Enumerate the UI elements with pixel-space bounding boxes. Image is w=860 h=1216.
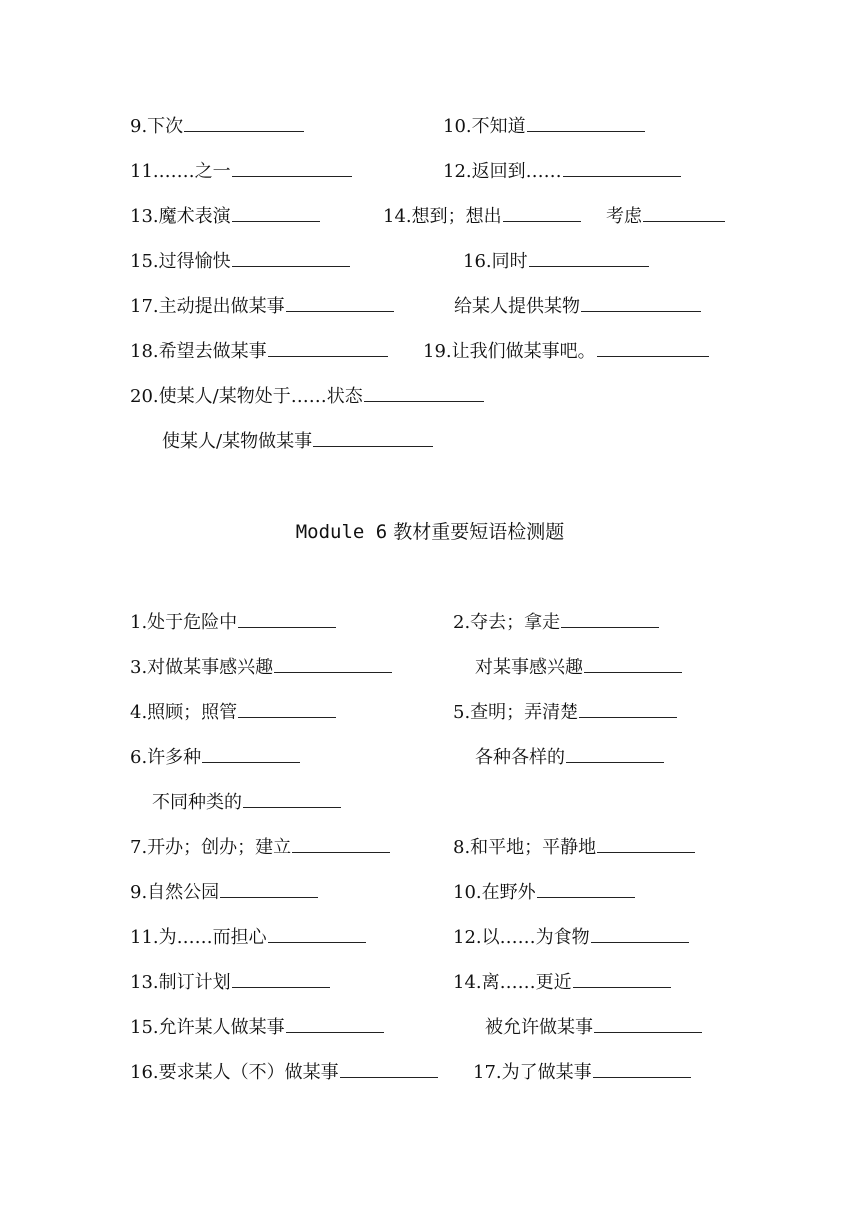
answer-blank[interactable]: [581, 296, 701, 312]
answer-blank[interactable]: [593, 1062, 691, 1078]
phrase-item: [130, 206, 320, 228]
phrase-item: [130, 341, 388, 363]
phrase-label: 11.为……而担心: [130, 927, 267, 948]
answer-blank[interactable]: [232, 972, 330, 988]
phrase-item: [473, 1062, 691, 1084]
phrase-label: 13.制订计划: [130, 972, 231, 993]
phrase-label: 19.让我们做某事吧。: [423, 341, 596, 362]
answer-blank[interactable]: [584, 657, 682, 673]
phrase-item: [130, 296, 394, 318]
phrase-item: [130, 747, 300, 769]
phrase-label: 对某事感兴趣: [475, 657, 583, 678]
phrase-label: 11.……之一: [130, 161, 231, 182]
answer-blank[interactable]: [238, 702, 336, 718]
phrase-item: [475, 747, 664, 769]
title-subject: 教材重要短语检测题: [393, 521, 565, 543]
answer-blank[interactable]: [643, 206, 725, 222]
phrase-label: 10.在野外: [453, 882, 536, 903]
phrase-label: 16.同时: [463, 251, 528, 272]
phrase-item: [130, 1062, 438, 1084]
answer-blank[interactable]: [364, 386, 484, 402]
phrase-label: 4.照顾；照管: [130, 702, 238, 723]
phrase-item: [485, 1017, 702, 1039]
phrase-label: 12.以……为食物: [453, 927, 590, 948]
phrase-item: [130, 1017, 384, 1039]
phrase-item: [423, 341, 709, 363]
phrase-label: 9.自然公园: [130, 882, 220, 903]
phrase-label: 15.允许某人做某事: [130, 1017, 285, 1038]
phrase-label: 考虑: [606, 206, 642, 227]
answer-blank[interactable]: [561, 612, 659, 628]
phrase-item: [130, 386, 484, 408]
phrase-item: [130, 972, 330, 994]
answer-blank[interactable]: [313, 431, 433, 447]
phrase-item: [130, 702, 336, 724]
phrase-item: [453, 882, 635, 904]
answer-blank[interactable]: [503, 206, 581, 222]
phrase-item: [463, 251, 649, 273]
phrase-item: [130, 882, 318, 904]
phrase-item: [453, 927, 689, 949]
page-title: [0, 520, 860, 544]
phrase-label: 20.使某人/某物处于……状态: [130, 386, 363, 407]
phrase-label: 8.和平地；平静地: [453, 837, 597, 858]
phrase-item: [453, 837, 695, 859]
answer-blank[interactable]: [597, 341, 709, 357]
answer-blank[interactable]: [243, 792, 341, 808]
answer-blank[interactable]: [286, 1017, 384, 1033]
phrase-item: [130, 612, 336, 634]
phrase-label: 13.魔术表演: [130, 206, 231, 227]
answer-blank[interactable]: [537, 882, 635, 898]
phrase-label: 给某人提供某物: [454, 296, 580, 317]
answer-blank[interactable]: [579, 702, 677, 718]
phrase-item: [453, 702, 677, 724]
answer-blank[interactable]: [529, 251, 649, 267]
phrase-label: 17.主动提出做某事: [130, 296, 285, 317]
phrase-label: 1.处于危险中: [130, 612, 238, 633]
phrase-label: 10.不知道: [443, 116, 526, 137]
phrase-item: [130, 837, 390, 859]
phrase-label: 被允许做某事: [485, 1017, 593, 1038]
answer-blank[interactable]: [238, 612, 336, 628]
phrase-item: [443, 116, 645, 138]
answer-blank[interactable]: [591, 927, 689, 943]
phrase-item: [130, 927, 366, 949]
answer-blank[interactable]: [292, 837, 390, 853]
phrase-item: [130, 657, 392, 679]
phrase-label: 14.想到；想出: [383, 206, 502, 227]
phrase-item: [453, 972, 671, 994]
answer-blank[interactable]: [594, 1017, 702, 1033]
phrase-label: 14.离……更近: [453, 972, 572, 993]
phrase-label: 2.夺去；拿走: [453, 612, 561, 633]
phrase-label: 18.希望去做某事: [130, 341, 267, 362]
phrase-item: [383, 206, 581, 228]
phrase-label: 15.过得愉快: [130, 251, 231, 272]
phrase-item: [443, 161, 681, 183]
answer-blank[interactable]: [232, 251, 350, 267]
answer-blank[interactable]: [566, 747, 664, 763]
answer-blank[interactable]: [232, 206, 320, 222]
answer-blank[interactable]: [232, 161, 352, 177]
answer-blank[interactable]: [184, 116, 304, 132]
phrase-label: 16.要求某人（不）做某事: [130, 1062, 339, 1083]
phrase-label: 17.为了做某事: [473, 1062, 592, 1083]
phrase-item: [606, 206, 725, 228]
answer-blank[interactable]: [220, 882, 318, 898]
phrase-item: [453, 612, 659, 634]
answer-blank[interactable]: [340, 1062, 438, 1078]
phrase-item: [130, 161, 352, 183]
phrase-label: 各种各样的: [475, 747, 565, 768]
answer-blank[interactable]: [268, 341, 388, 357]
answer-blank[interactable]: [202, 747, 300, 763]
phrase-item: [130, 116, 304, 138]
title-module: Module 6: [295, 521, 388, 543]
answer-blank[interactable]: [268, 927, 366, 943]
answer-blank[interactable]: [286, 296, 394, 312]
phrase-label: 12.返回到……: [443, 161, 562, 182]
phrase-label: 6.许多种: [130, 747, 202, 768]
phrase-label: 3.对做某事感兴趣: [130, 657, 274, 678]
phrase-label: 不同种类的: [152, 792, 242, 813]
phrase-item: [162, 431, 433, 453]
phrase-label: 7.开办；创办；建立: [130, 837, 292, 858]
answer-blank[interactable]: [527, 116, 645, 132]
answer-blank[interactable]: [563, 161, 681, 177]
phrase-item: [454, 296, 701, 318]
phrase-label: 5.查明；弄清楚: [453, 702, 579, 723]
phrase-item: [130, 251, 350, 273]
phrase-item: [475, 657, 682, 679]
answer-blank[interactable]: [274, 657, 392, 673]
phrase-item: [152, 792, 341, 814]
answer-blank[interactable]: [573, 972, 671, 988]
answer-blank[interactable]: [597, 837, 695, 853]
phrase-label: 使某人/某物做某事: [162, 431, 313, 452]
phrase-label: 9.下次: [130, 116, 184, 137]
